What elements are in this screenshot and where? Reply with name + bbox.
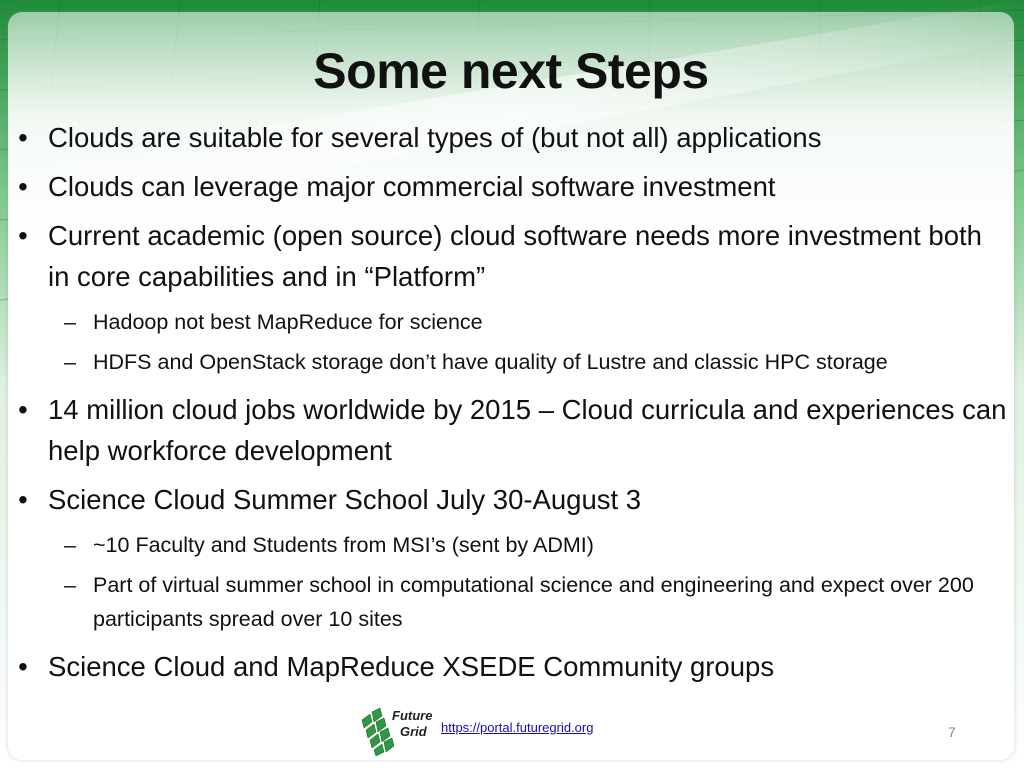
sub-bullet-text: Part of virtual summer school in computational science and engineering and expect over 200 participants spread over 10 sites [93, 573, 974, 631]
sub-bullet-item [8, 528, 1008, 562]
bullet-item [8, 479, 1008, 520]
slide-title: Some next Steps [313, 43, 709, 99]
sub-bullet-text: ~10 Faculty and Students from MSI’s (sent by ADMI) [93, 533, 594, 557]
bullet-text: Science Cloud Summer School July 30-August 3 [48, 484, 642, 515]
bullet-text: Clouds can leverage major commercial software investment [48, 171, 776, 202]
portal-link[interactable]: https://portal.futuregrid.org [441, 720, 594, 735]
sub-bullet-text: Hadoop not best MapReduce for science [93, 310, 483, 334]
sub-bullet-item [8, 345, 1008, 379]
bullet-item [8, 389, 1008, 471]
bullet-text: 14 million cloud jobs worldwide by 2015 – Cloud curricula and experiences can help workforce development [48, 394, 1007, 466]
bullet-mark: • [18, 220, 28, 251]
sub-bullet-text: HDFS and OpenStack storage don’t have quality of Lustre and classic HPC storage [93, 350, 888, 374]
sub-bullet-item [8, 305, 1008, 339]
sub-bullet-item [8, 568, 1008, 636]
content-panel [8, 12, 1014, 760]
logo-line-2: Grid [400, 724, 427, 739]
bullet-text: Current academic (open source) cloud software needs more investment both in core capabilities and in “Platform” [48, 220, 982, 292]
bullet-mark: • [18, 122, 28, 153]
page-number: 7 [948, 724, 956, 740]
futuregrid-logo [358, 700, 440, 758]
bullet-mark: • [18, 394, 28, 425]
bullet-item [8, 166, 1008, 207]
sub-bullet-mark: – [64, 573, 76, 597]
bullet-item [8, 215, 1008, 297]
bullet-item [8, 117, 1008, 158]
logo-line-1: Future [392, 708, 433, 723]
sub-bullet-mark: – [64, 350, 76, 374]
sub-bullet-mark: – [64, 533, 76, 557]
sub-bullet-mark: – [64, 310, 76, 334]
bullet-mark: • [18, 651, 28, 682]
bullet-list [8, 117, 1008, 695]
bullet-text: Science Cloud and MapReduce XSEDE Community groups [48, 651, 775, 682]
bullet-item [8, 646, 1008, 687]
bullet-mark: • [18, 171, 28, 202]
bullet-text: Clouds are suitable for several types of (but not all) applications [48, 122, 822, 153]
bullet-mark: • [18, 484, 28, 515]
